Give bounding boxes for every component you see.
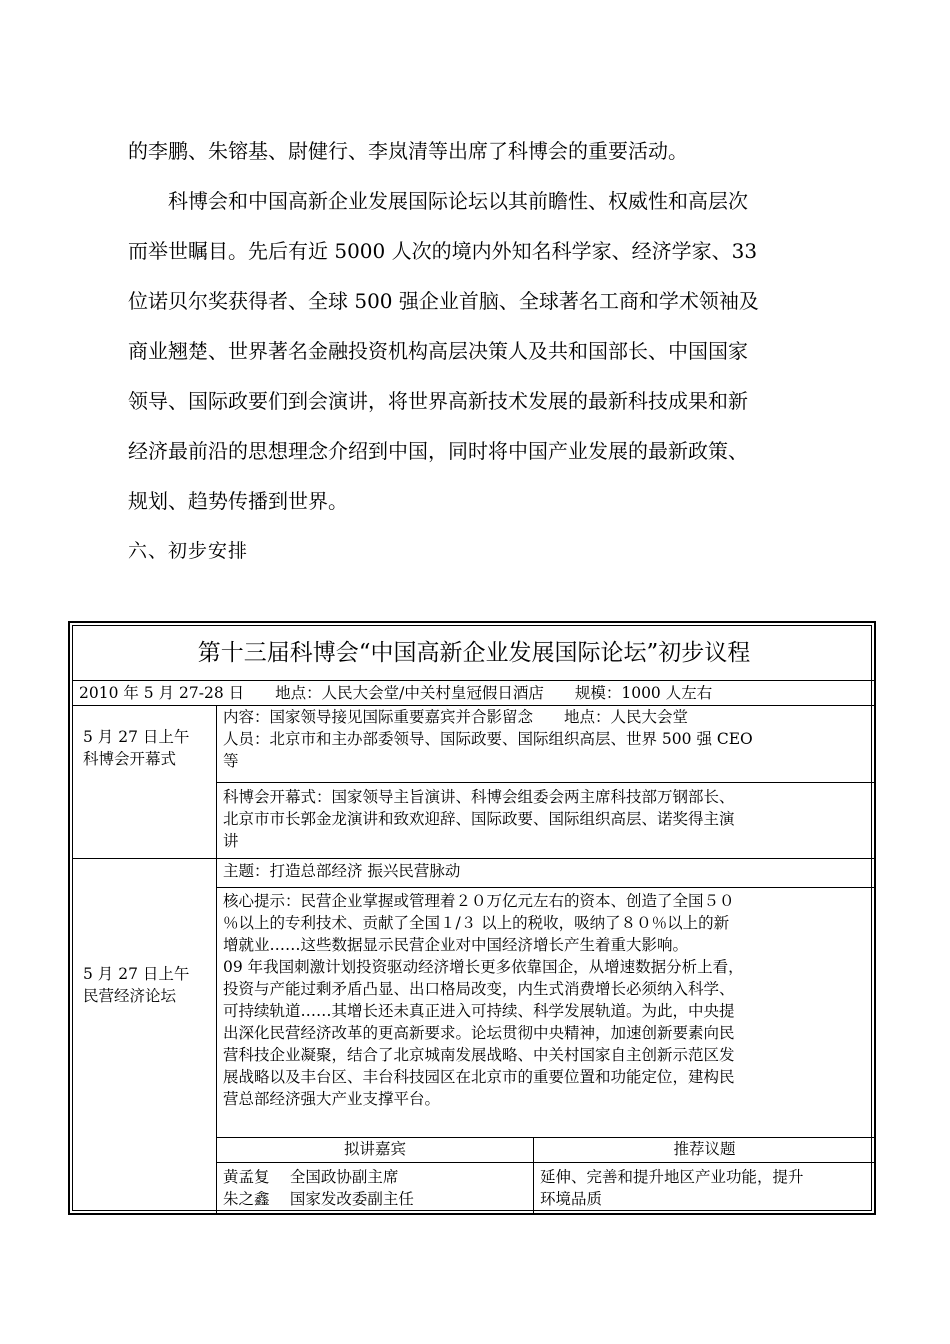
divider — [217, 887, 875, 888]
paragraph-line: 规划、趋势传播到世界。 — [128, 489, 348, 513]
opening-label — [73, 726, 216, 776]
core-line: ％以上的专利技术、贡献了全国１/３ 以上的税收，吸纳了８０％以上的新 — [223, 914, 730, 932]
section-heading: 六、初步安排 — [128, 540, 249, 562]
speakers-header: 拟讲嘉宾 — [343, 1140, 406, 1158]
opening-label-line: 科博会开幕式 — [83, 750, 177, 768]
speakers-list — [217, 1166, 533, 1214]
paragraph-1 — [128, 126, 828, 176]
divider — [217, 1162, 875, 1163]
private-economy-label-line: 5 月 27 日上午 — [83, 965, 190, 983]
opening-content — [217, 706, 875, 781]
forum-theme: 主题：打造总部经济 振兴民营脉动 — [223, 862, 461, 880]
paragraph-line: 经济最前沿的思想理念介绍到中国，同时将中国产业发展的最新政策、 — [128, 439, 748, 463]
date-location-row: 2010 年 5 月 27-28 日 地点：人民大会堂/中关村皇冠假日酒店 规模：1000 人左右 — [79, 684, 713, 702]
forum-core-summary — [217, 890, 875, 1136]
core-line: 核心提示：民营企业掌握或管理着２０万亿元左右的资本、创造了全国５０ — [223, 892, 735, 910]
paragraph-line: 而举世瞩目。先后有近 5000 人次的境内外知名科学家、经济学家、33 — [128, 239, 758, 263]
table-title: 第十三届科博会“中国高新企业发展国际论坛”初步议程 — [197, 640, 751, 666]
opening-content-line: 人员：北京市和主办部委领导、国际政要、国际组织高层、世界 500 强 CEO — [223, 730, 753, 748]
agenda-table — [68, 621, 876, 1215]
opening-content-line: 等 — [223, 752, 239, 770]
speaker-entry: 黄孟复 全国政协副主席 — [223, 1168, 399, 1186]
core-line: 09 年我国刺激计划投资驱动经济增长更多依靠国企，从增速数据分析上看， — [223, 958, 744, 976]
opening-detail-line: 北京市市长郭金龙演讲和致欢迎辞、国际政要、国际组织高层、诺奖得主演 — [223, 810, 735, 828]
private-economy-label — [73, 963, 216, 1013]
paragraph-line: 的李鹏、朱镕基、尉健行、李岚清等出席了科博会的重要活动。 — [128, 139, 688, 163]
topic-entry: 延伸、完善和提升地区产业功能，提升 — [540, 1168, 804, 1186]
core-line: 投资与产能过剩矛盾凸显、出口格局改变，内生式消费增长必须纳入科学、 — [223, 980, 735, 998]
core-line: 营科技企业凝聚，结合了北京城南发展战略、中关村国家自主创新示范区发 — [223, 1046, 735, 1064]
core-line: 营总部经济强大产业支撑平台。 — [223, 1090, 441, 1108]
topics-header: 推荐议题 — [673, 1140, 736, 1158]
core-line: 展战略以及丰台区、丰台科技园区在北京市的重要位置和功能定位，建构民 — [223, 1068, 735, 1086]
paragraph-line: 商业翘楚、世界著名金融投资机构高层决策人及共和国部长、中国国家 — [128, 339, 748, 363]
speaker-entry: 朱之鑫 国家发改委副主任 — [223, 1190, 414, 1208]
opening-content-line: 内容：国家领导接见国际重要嘉宾并合影留念 地点：人民大会堂 — [223, 708, 689, 726]
topic-entry: 环境品质 — [540, 1190, 603, 1208]
paragraph-line: 位诺贝尔奖获得者、全球 500 强企业首脑、全球著名工商和学术领袖及 — [128, 289, 759, 313]
opening-label-line: 5 月 27 日上午 — [83, 728, 190, 746]
paragraph-2 — [128, 176, 828, 526]
core-line: 可持续轨道……其增长还未真正进入可持续、科学发展轨道。为此，中央提 — [223, 1002, 735, 1020]
divider — [217, 782, 875, 783]
paragraph-line: 科博会和中国高新企业发展国际论坛以其前瞻性、权威性和高层次 — [128, 189, 748, 213]
core-line: 增就业……这些数据显示民营企业对中国经济增长产生着重大影响。 — [223, 936, 689, 954]
opening-detail-line: 科博会开幕式：国家领导主旨演讲、科博会组委会两主席科技部万钢部长、 — [223, 788, 735, 806]
opening-detail-line: 讲 — [223, 832, 239, 850]
divider — [73, 858, 875, 859]
agenda-table-frame — [72, 625, 872, 1211]
paragraph-line: 领导、国际政要们到会演讲，将世界高新技术发展的最新科技成果和新 — [128, 389, 748, 413]
topics-list — [534, 1166, 875, 1214]
private-economy-label-line: 民营经济论坛 — [83, 987, 177, 1005]
core-line: 出深化民营经济改革的更高新要求。论坛贯彻中央精神，加速创新要素向民 — [223, 1024, 735, 1042]
opening-ceremony-detail — [217, 786, 875, 856]
